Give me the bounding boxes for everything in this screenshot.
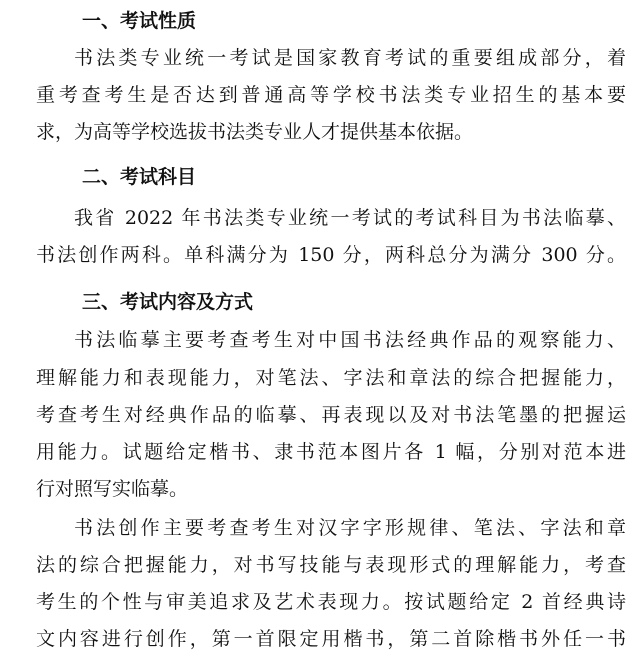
paragraph-line: 用能力。试题给定楷书、隶书范本图片各 1 幅，分别对范本进 [36,441,626,463]
paragraph-line: 书法创作主要考查考生对汉字字形规律、笔法、字法和章 [74,517,626,539]
paragraph-line: 行对照写实临摹。 [36,478,189,500]
paragraph-line: 重考查考生是否达到普通高等学校书法类专业招生的基本要 [36,84,626,106]
section-heading-subjects: 二、考试科目 [82,166,197,188]
paragraph-line: 考生的个性与审美追求及艺术表现力。按试题给定 2 首经典诗 [36,591,626,613]
section-heading-content-and-method: 三、考试内容及方式 [82,291,254,313]
paragraph-line: 求，为高等学校选拔书法类专业人才提供基本依据。 [36,121,474,143]
paragraph-line: 书法临摹主要考查考生对中国书法经典作品的观察能力、 [74,329,626,351]
paragraph-line: 理解能力和表现能力，对笔法、字法和章法的综合把握能力， [36,367,626,389]
paragraph-line: 书法类专业统一考试是国家教育考试的重要组成部分，着 [74,47,626,69]
section-heading-nature: 一、考试性质 [82,10,197,32]
paragraph-line: 我省 2022 年书法类专业统一考试的考试科目为书法临摹、 [74,207,626,229]
paragraph-line: 法的综合把握能力，对书写技能与表现形式的理解能力，考查 [36,554,626,576]
paragraph-line: 文内容进行创作，第一首限定用楷书，第二首除楷书外任一书 [36,628,626,650]
paragraph-line: 考查考生对经典作品的临摹、再表现以及对书法笔墨的把握运 [36,404,626,426]
paragraph-line: 书法创作两科。单科满分为 150 分，两科总分为满分 300 分。 [36,244,626,266]
